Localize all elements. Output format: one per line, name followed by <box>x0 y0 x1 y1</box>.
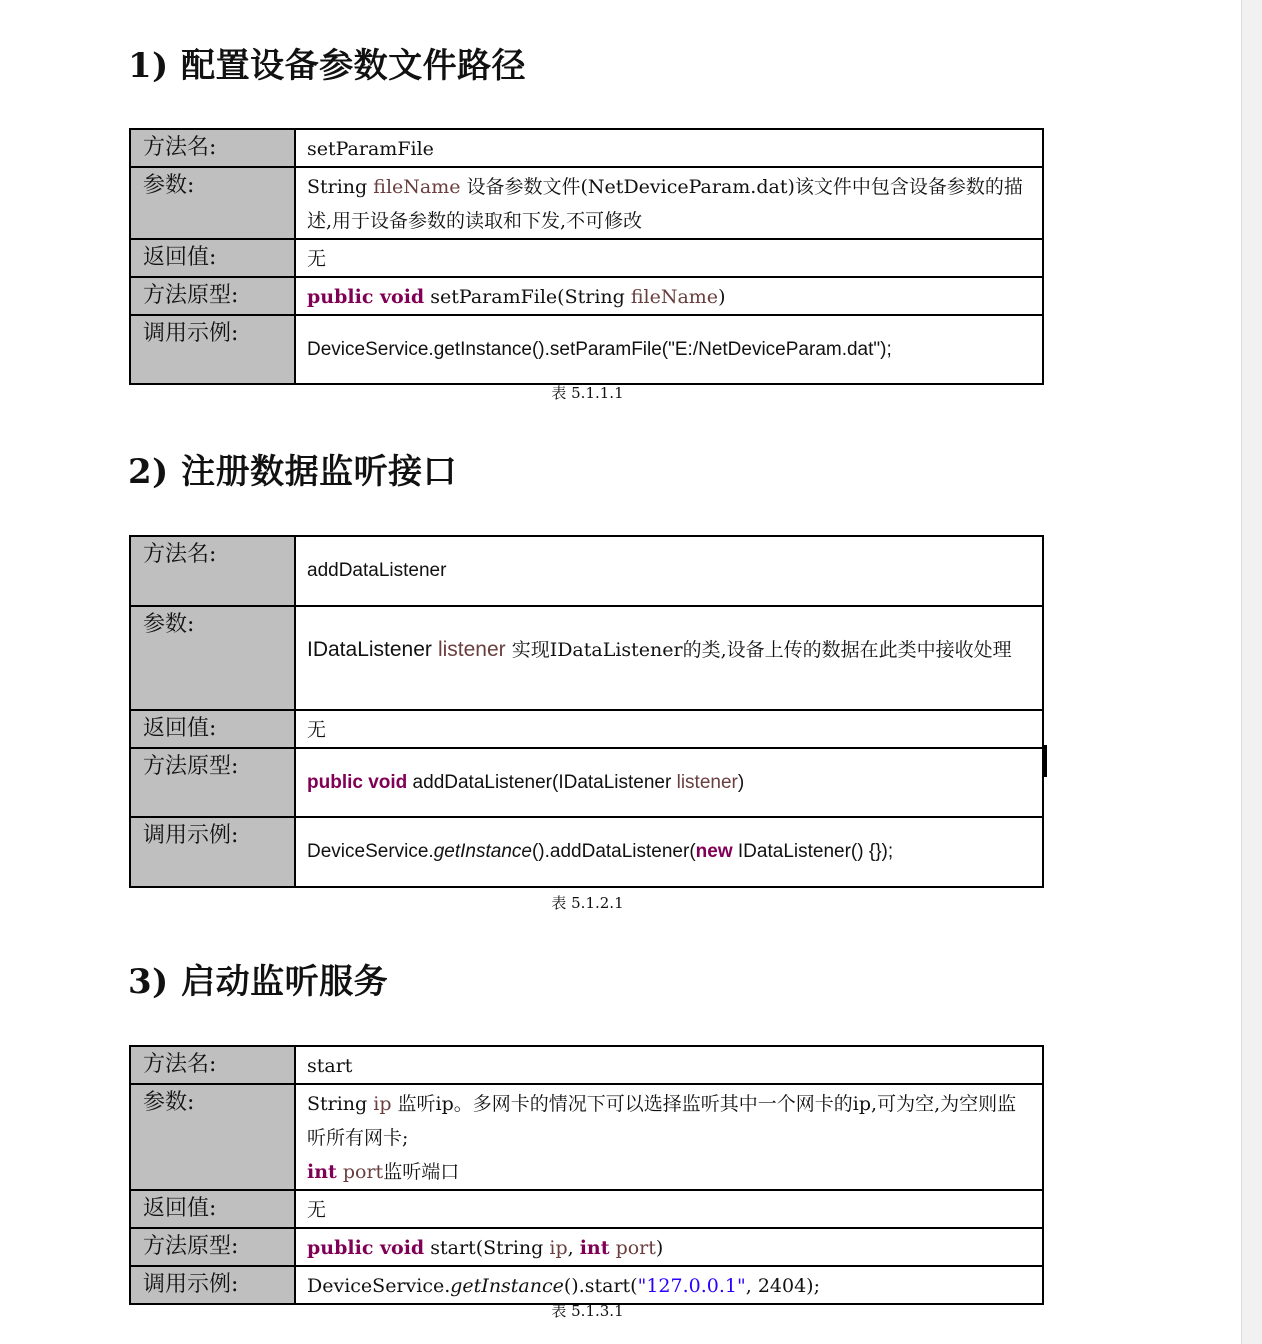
example-value <box>295 1266 1043 1304</box>
label-params: 参数: <box>130 1084 295 1190</box>
param2-description: 监听端口 <box>383 1161 460 1183</box>
section-heading-1: 1) 配置设备参数文件路径 <box>128 46 527 86</box>
method-table-1 <box>129 128 1044 385</box>
return-value: 无 <box>295 710 1043 748</box>
label-example: 调用示例: <box>130 315 295 384</box>
label-method-name: 方法名: <box>130 129 295 167</box>
prototype-close: ) <box>737 771 745 793</box>
prototype-keyword: public void <box>307 1237 425 1259</box>
param-type: String <box>307 176 368 198</box>
example-class: DeviceService. <box>307 1275 451 1297</box>
label-return: 返回值: <box>130 710 295 748</box>
prototype-close: ) <box>718 286 726 308</box>
label-prototype: 方法原型: <box>130 1228 295 1266</box>
label-prototype: 方法原型: <box>130 277 295 315</box>
example-string: "127.0.0.1" <box>637 1275 746 1297</box>
label-example: 调用示例: <box>130 1266 295 1304</box>
prototype-value <box>295 1228 1043 1266</box>
example-call: ().start( <box>563 1275 638 1297</box>
prototype-keyword-int: int <box>579 1237 610 1259</box>
example-method: getInstance <box>433 841 532 862</box>
method-name-value: start <box>295 1046 1043 1084</box>
scrollbar-gutter[interactable] <box>1241 0 1262 1344</box>
prototype-close: ) <box>655 1237 664 1259</box>
method-table-2 <box>129 535 1044 888</box>
table-caption-1: 表 5.1.1.1 <box>551 384 624 402</box>
prototype-value <box>295 277 1043 315</box>
label-params: 参数: <box>130 167 295 239</box>
label-return: 返回值: <box>130 239 295 277</box>
param-name: fileName <box>373 176 461 198</box>
prototype-value <box>295 748 1043 817</box>
return-value: 无 <box>295 1190 1043 1228</box>
label-return: 返回值: <box>130 1190 295 1228</box>
example-call: ().addDataListener( <box>531 841 696 862</box>
param1-name: ip <box>373 1093 392 1115</box>
prototype-signature: start(String <box>424 1237 550 1259</box>
prototype-keyword: public void <box>307 771 408 793</box>
example-value: DeviceService.getInstance().setParamFile("E:/NetDeviceParam.dat"); <box>295 315 1043 384</box>
example-tail: IDataListener() {}); <box>732 841 894 862</box>
example-class: DeviceService. <box>307 841 434 862</box>
example-keyword: new <box>695 841 733 862</box>
example-value <box>295 817 1043 887</box>
example-tail: , 2404); <box>745 1275 820 1297</box>
params-value <box>295 1084 1043 1190</box>
method-name-value: setParamFile <box>295 129 1043 167</box>
param-name: listener <box>437 638 506 661</box>
section-heading-3: 3) 启动监听服务 <box>128 962 389 1002</box>
return-value: 无 <box>295 239 1043 277</box>
prototype-param-ip: ip <box>549 1237 568 1259</box>
params-value <box>295 606 1043 710</box>
method-name-value: addDataListener <box>295 536 1043 606</box>
example-method: getInstance <box>450 1275 564 1297</box>
text-cursor <box>1043 745 1047 777</box>
param-description: 设备参数文件(NetDeviceParam.dat)该文件中包含设备参数的描述,用于设备参数的读取和下发,不可修改 <box>307 176 1023 232</box>
method-table-3 <box>129 1045 1044 1305</box>
prototype-signature: setParamFile(String <box>424 286 631 308</box>
prototype-param-port: port <box>615 1237 656 1259</box>
prototype-separator: , <box>567 1237 580 1259</box>
label-method-name: 方法名: <box>130 536 295 606</box>
param1-description: 监听ip。多网卡的情况下可以选择监听其中一个网卡的ip,可为空,为空则监听所有网卡; <box>307 1093 1017 1149</box>
params-value <box>295 167 1043 239</box>
section-heading-2: 2) 注册数据监听接口 <box>128 452 458 492</box>
table-caption-2: 表 5.1.2.1 <box>551 894 624 912</box>
label-example: 调用示例: <box>130 817 295 887</box>
param1-type: String <box>307 1093 368 1115</box>
prototype-keyword: public void <box>307 286 425 308</box>
label-params: 参数: <box>130 606 295 710</box>
prototype-param: listener <box>676 771 738 793</box>
prototype-signature: addDataListener(IDataListener <box>407 771 677 793</box>
prototype-param: fileName <box>630 286 719 308</box>
param2-name: port <box>342 1161 384 1183</box>
param2-keyword: int <box>307 1161 337 1183</box>
table-caption-3: 表 5.1.3.1 <box>551 1302 624 1320</box>
label-method-name: 方法名: <box>130 1046 295 1084</box>
label-prototype: 方法原型: <box>130 748 295 817</box>
param-type: IDataListener <box>307 638 432 661</box>
param-description: 实现IDataListener的类,设备上传的数据在此类中接收处理 <box>505 639 1012 661</box>
